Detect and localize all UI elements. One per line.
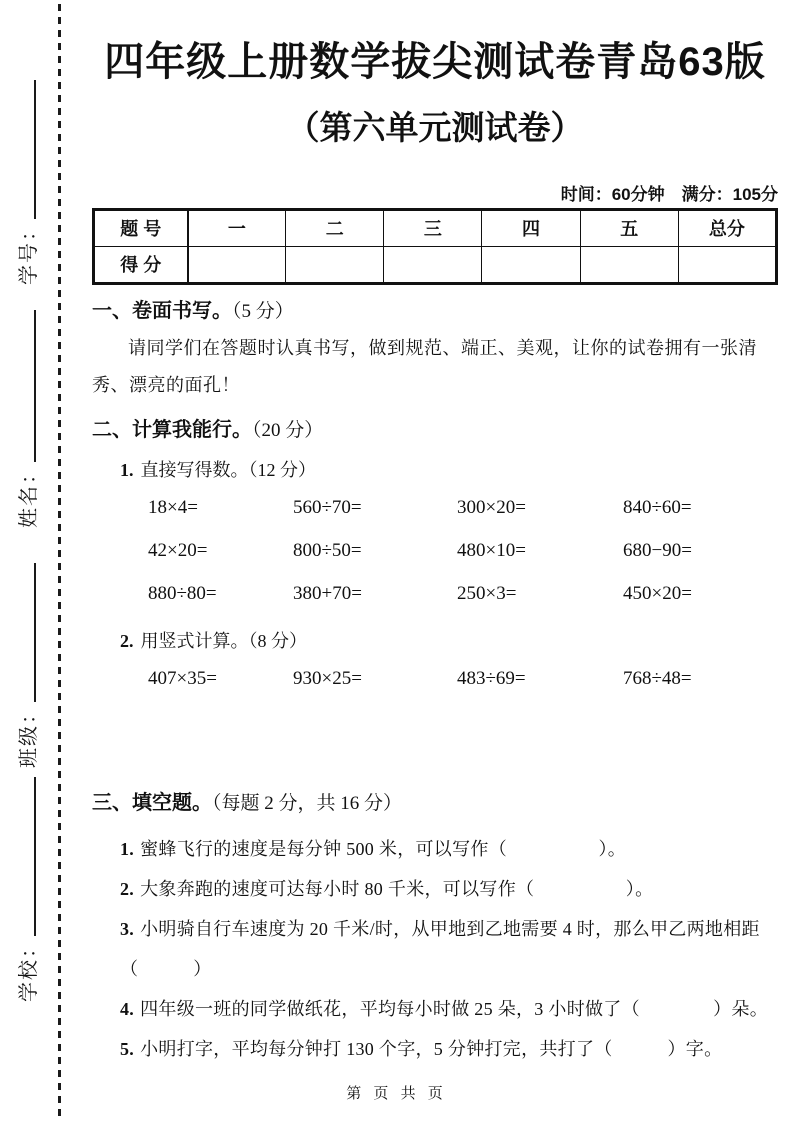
class-field — [11, 563, 41, 768]
school-field — [11, 777, 41, 1002]
math-problem: 480×10= — [457, 539, 526, 561]
math-problem: 800÷50= — [293, 539, 362, 561]
math-problem: 18×4= — [148, 496, 198, 518]
math-problem: 450×20= — [623, 582, 692, 604]
column-header-1: 一 — [188, 209, 286, 246]
sub1-number: 1. — [120, 459, 134, 480]
question-number: 4. — [120, 998, 135, 1019]
column-header-4: 四 — [482, 209, 580, 246]
student-name-label: 姓名： — [17, 462, 40, 528]
score-table-header-row — [94, 209, 777, 246]
student-id-blank-line — [34, 80, 36, 219]
math-problem: 380+70= — [293, 582, 362, 604]
question-text: 小明骑自行车速度为 20 千米/时，从甲地到乙地需要 4 时，那么甲乙两地相距（ ） — [120, 918, 760, 979]
fill-blank-question-1 — [120, 829, 778, 869]
section2-heading — [92, 417, 778, 444]
math-problem: 768÷48= — [623, 667, 692, 689]
time-score-info: 时间：60分钟 满分：105分 — [560, 184, 778, 204]
column-header-5: 五 — [580, 209, 678, 246]
student-name-field — [11, 310, 41, 528]
question-text: 四年级一班的同学做纸花，平均每小时做 25 朵，3 小时做了（ ）朵。 — [140, 998, 769, 1019]
page-title: 四年级上册数学拔尖测试卷青岛63版 — [104, 40, 766, 84]
class-blank-line — [34, 563, 36, 702]
student-id-label: 学号： — [17, 219, 40, 285]
score-cell — [678, 246, 776, 283]
math-problem: 680−90= — [623, 539, 692, 561]
score-cell — [384, 246, 482, 283]
fill-blank-question-5 — [120, 1029, 778, 1069]
question-number: 2. — [120, 878, 135, 899]
question-text: 小明打字，平均每分钟打 130 个字，5 分钟打完，共打了（ ）字。 — [140, 1038, 723, 1059]
math-problem: 407×35= — [148, 667, 217, 689]
vertical-calculation-problems — [92, 657, 778, 700]
mental-math-problems — [92, 486, 778, 615]
score-cell — [286, 246, 384, 283]
question-number-label: 题 号 — [94, 209, 188, 246]
math-problem: 560÷70= — [293, 496, 362, 518]
question-number: 5. — [120, 1038, 135, 1059]
sub2-title: 用竖式计算。（8 分） — [140, 630, 307, 651]
math-problem: 42×20= — [148, 539, 208, 561]
exam-content — [92, 0, 778, 1069]
section1-title: 一、卷面书写。 — [92, 299, 232, 322]
fill-blank-question-4 — [120, 989, 778, 1029]
math-problem: 930×25= — [293, 667, 362, 689]
page-subtitle: （第六单元测试卷） — [286, 109, 584, 146]
score-cell — [188, 246, 286, 283]
sub1-title: 直接写得数。（12 分） — [140, 459, 316, 480]
section2-title: 二、计算我能行。 — [92, 418, 252, 441]
fill-blank-question-2 — [120, 869, 778, 909]
score-cell — [580, 246, 678, 283]
score-table-score-row — [94, 246, 777, 283]
math-problem: 300×20= — [457, 496, 526, 518]
math-problem: 483÷69= — [457, 667, 526, 689]
column-header-2: 二 — [286, 209, 384, 246]
student-name-blank-line — [34, 310, 36, 462]
school-blank-line — [34, 777, 36, 936]
score-cell — [482, 246, 580, 283]
score-table — [92, 208, 778, 285]
fill-blank-question-3 — [120, 909, 778, 989]
question-text: 大象奔跑的速度可达每小时 80 千米，可以写作（ ）。 — [140, 878, 654, 899]
section3-heading — [92, 790, 778, 817]
section2-sub2-heading — [120, 628, 778, 655]
section2-sub1-heading — [120, 457, 778, 484]
column-header-total: 总分 — [678, 209, 776, 246]
class-label: 班级： — [17, 702, 40, 768]
section1-instructions: 请同学们在答题时认真书写，做到规范、端正、美观，让你的试卷拥有一张清秀、漂亮的面孔！ — [92, 337, 757, 395]
question-number: 1. — [120, 838, 135, 859]
math-problem: 880÷80= — [148, 582, 217, 604]
section1-points: （5 分） — [232, 300, 294, 322]
sub2-number: 2. — [120, 630, 134, 651]
section3-title: 三、填空题。 — [92, 791, 212, 814]
math-problem: 250×3= — [457, 582, 517, 604]
section2-points: （20 分） — [252, 419, 324, 441]
question-text: 蜜蜂飞行的速度是每分钟 500 米，可以写作（ ）。 — [140, 838, 627, 859]
section1-heading — [92, 298, 778, 325]
seal-dashed-line — [58, 4, 61, 1118]
score-label: 得 分 — [94, 246, 188, 283]
page-footer: 第 页 共 页 — [346, 1085, 447, 1102]
column-header-3: 三 — [384, 209, 482, 246]
student-id-field — [11, 80, 41, 285]
section3-points: （每题 2 分，共 16 分） — [212, 792, 403, 814]
question-number: 3. — [120, 918, 135, 939]
math-problem: 840÷60= — [623, 496, 692, 518]
school-label: 学校： — [17, 936, 40, 1002]
